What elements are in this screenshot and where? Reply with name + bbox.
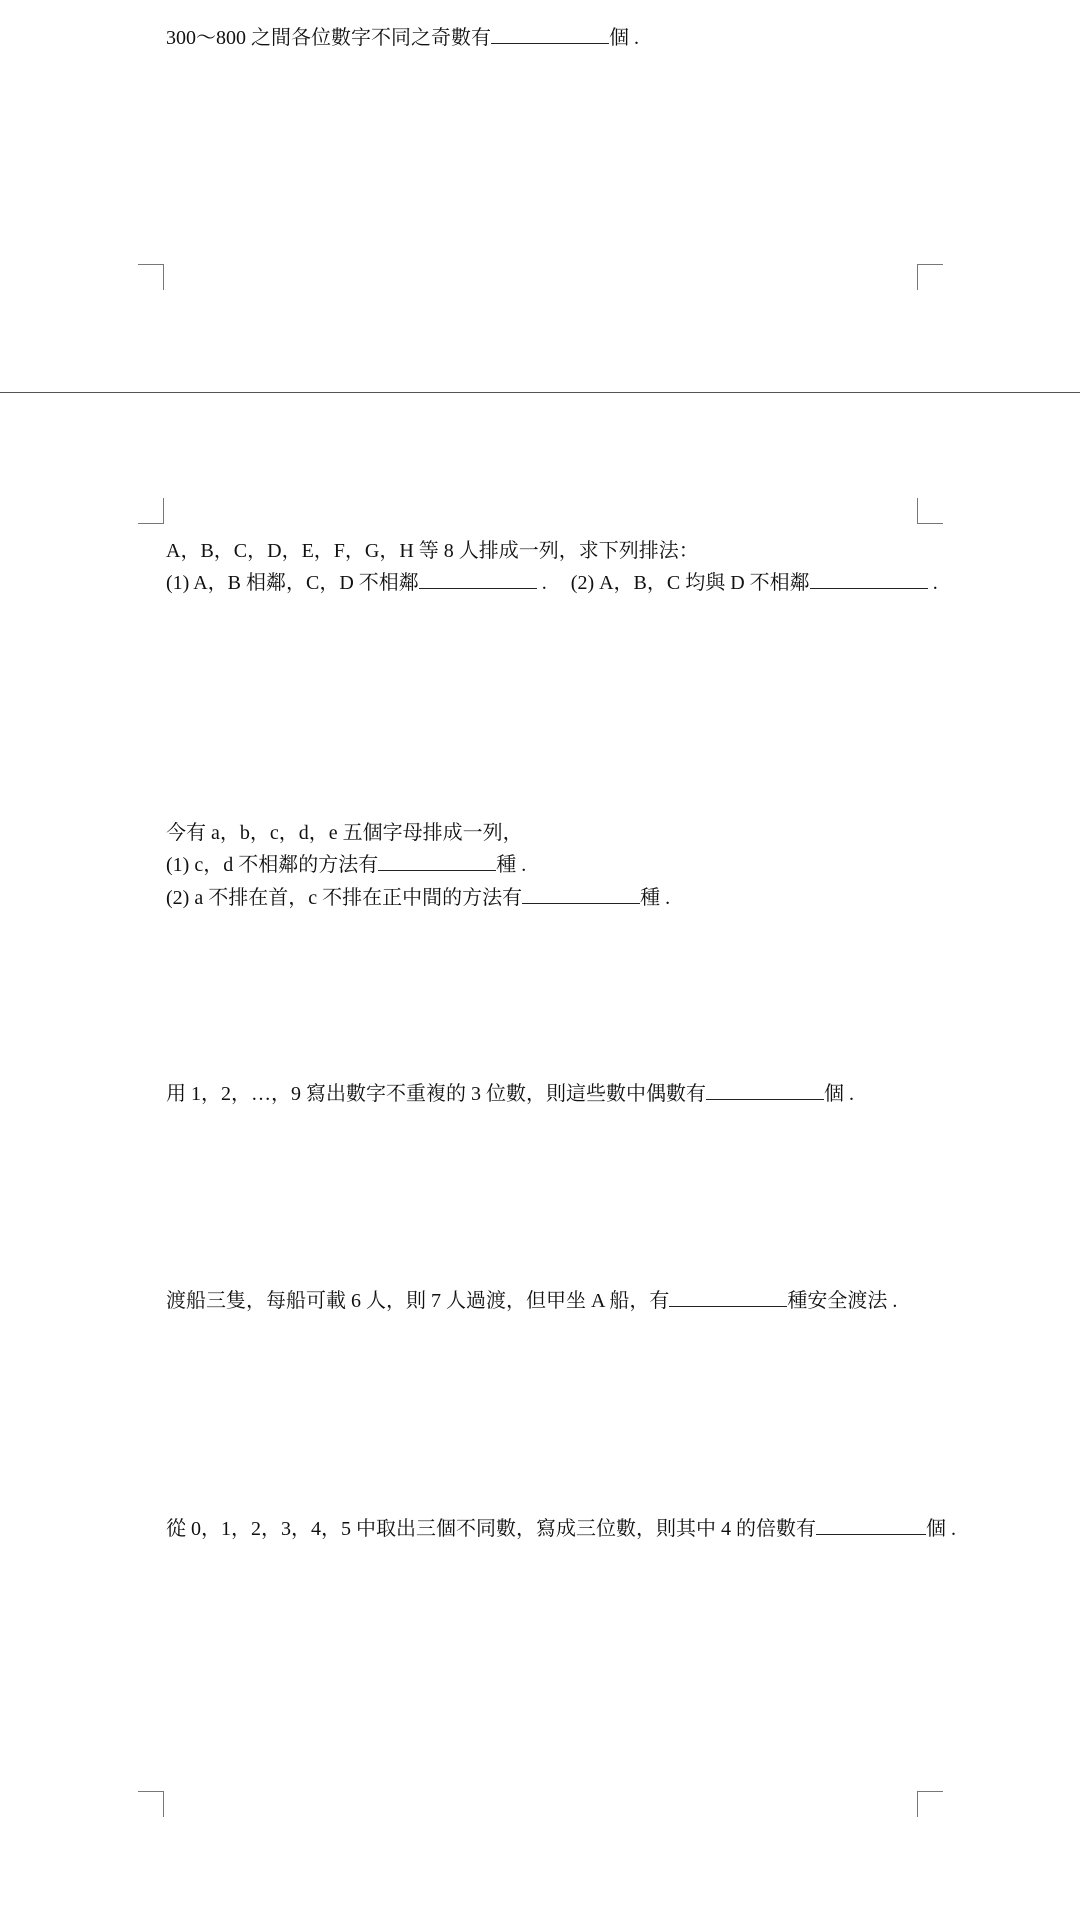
question-3-part-2-suffix: 種 .	[640, 887, 671, 909]
crop-mark-bottom-right	[917, 1791, 943, 1817]
answer-blank	[816, 1516, 926, 1535]
question-6-text: 從 0，1，2，3，4，5 中取出三個不同數，寫成三位數，則其中 4 的倍數有	[166, 1518, 816, 1540]
question-3-part-2	[166, 884, 670, 912]
question-5	[166, 1287, 897, 1315]
question-4	[166, 1080, 854, 1108]
question-4-text: 用 1，2，…，9 寫出數字不重複的 3 位數，則這些數中偶數有	[166, 1083, 706, 1105]
crop-mark-bottom-left	[138, 1791, 164, 1817]
question-2-part-2-suffix: .	[927, 572, 938, 594]
question-5-suffix: 種安全渡法 .	[787, 1290, 898, 1312]
question-2-text: A，B，C，D，E，F，G，H 等 8 人排成一列，求下列排法：	[166, 540, 699, 562]
question-3-text: 今有 a，b，c，d，e 五個字母排成一列，	[166, 822, 523, 844]
crop-mark-top-left	[138, 264, 164, 290]
question-2-stem	[166, 537, 699, 565]
question-2-part-2: (2) A，B，C 均與 D 不相鄰	[570, 572, 810, 594]
question-2-part-1-suffix: .	[536, 572, 547, 594]
question-2-parts	[166, 569, 938, 597]
question-1	[166, 24, 639, 52]
question-1-suffix: 個 .	[609, 27, 639, 49]
question-2-part-1: (1) A，B 相鄰，C，D 不相鄰	[166, 572, 419, 594]
crop-mark-top-right	[917, 264, 943, 290]
crop-mark-top-right	[917, 498, 943, 524]
question-6-suffix: 個 .	[926, 1518, 956, 1540]
question-3-part-1	[166, 851, 526, 879]
question-6	[166, 1515, 956, 1543]
question-3-part-2-text: (2) a 不排在首，c 不排在正中間的方法有	[166, 887, 523, 909]
answer-blank	[491, 25, 609, 44]
page-divider	[0, 392, 1080, 393]
answer-blank	[522, 885, 640, 904]
question-3-part-1-text: (1) c，d 不相鄰的方法有	[166, 854, 379, 876]
question-3-stem	[166, 819, 523, 847]
answer-blank	[378, 852, 496, 871]
question-1-text: 300～800 之間各位數字不同之奇數有	[166, 27, 491, 49]
question-5-text: 渡船三隻，每船可載 6 人，則 7 人過渡，但甲坐 A 船，有	[166, 1290, 670, 1312]
question-4-suffix: 個 .	[824, 1083, 854, 1105]
answer-blank	[419, 570, 537, 589]
answer-blank	[810, 570, 928, 589]
answer-blank	[706, 1081, 824, 1100]
crop-mark-top-left	[138, 498, 164, 524]
answer-blank	[669, 1288, 787, 1307]
question-3-part-1-suffix: 種 .	[496, 854, 527, 876]
